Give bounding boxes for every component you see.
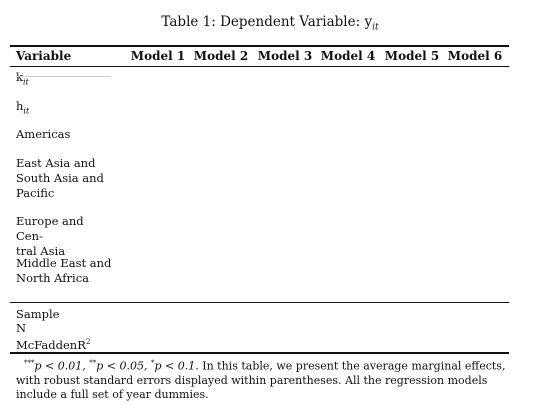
top-rule — [10, 45, 509, 47]
stat-mcfadden-base: McFaddenR — [16, 337, 86, 352]
table-title — [0, 14, 540, 33]
row-label-europe — [16, 214, 112, 259]
table-notes — [16, 356, 512, 402]
header-model-4: Model 4 — [320, 49, 376, 63]
row-label-h-subscript: it — [23, 106, 30, 116]
row-label-americas-line-1: Americas — [16, 127, 71, 141]
notes-sig-1: p < 0.01, — [34, 359, 90, 373]
stats-rule — [10, 302, 509, 303]
notes-sig-3: p < 0.1. — [154, 359, 199, 373]
stat-sample: Sample — [16, 307, 60, 321]
stat-n: N — [16, 321, 27, 335]
notes-stars-1: *** — [24, 359, 35, 367]
row-label-east-asia — [16, 156, 112, 201]
row-label-europe-line-1: Europe and Cen- — [16, 214, 84, 243]
row-label-h — [16, 99, 112, 118]
row-label-h-base: h — [16, 99, 24, 113]
table-title-text: Table 1: Dependent Variable: y — [161, 14, 373, 30]
row-label-k-subscript: it — [22, 77, 29, 87]
row-label-east-asia-line-1: East Asia and — [16, 156, 96, 170]
row-label-east-asia-line-3: Pacific — [16, 186, 55, 200]
header-model-2: Model 2 — [193, 49, 249, 63]
table-title-subscript: it — [372, 22, 379, 33]
header-variable: Variable — [16, 49, 72, 63]
row-label-americas — [16, 127, 112, 142]
notes-stars-2: ** — [89, 359, 97, 367]
row-label-middle-east-line-1: Middle East and — [16, 256, 112, 270]
row-label-middle-east-line-2: North Africa — [16, 271, 89, 285]
row-label-k-base: k — [16, 70, 23, 84]
header-model-6: Model 6 — [447, 49, 503, 63]
stat-mcfadden-superscript: 2 — [85, 337, 91, 346]
row-label-europe-line-2: tral Asia — [16, 244, 66, 258]
stat-mcfadden — [16, 335, 91, 352]
header-rule — [10, 66, 509, 67]
notes-body: In this table, we present the average marginal effects, with robust standard errors displayed within parentheses. All the regression models include a full set of year dummies. — [16, 359, 506, 401]
header-model-5: Model 5 — [384, 49, 440, 63]
notes-sig-2: p < 0.05, — [96, 359, 151, 373]
header-model-3: Model 3 — [257, 49, 313, 63]
row-label-middle-east — [16, 256, 112, 286]
row-underline — [16, 76, 111, 77]
bottom-rule — [10, 352, 509, 354]
row-label-east-asia-line-2: South Asia and — [16, 171, 104, 185]
notes-stars-3: * — [151, 359, 155, 367]
header-model-1: Model 1 — [130, 49, 186, 63]
row-label-k — [16, 70, 112, 89]
